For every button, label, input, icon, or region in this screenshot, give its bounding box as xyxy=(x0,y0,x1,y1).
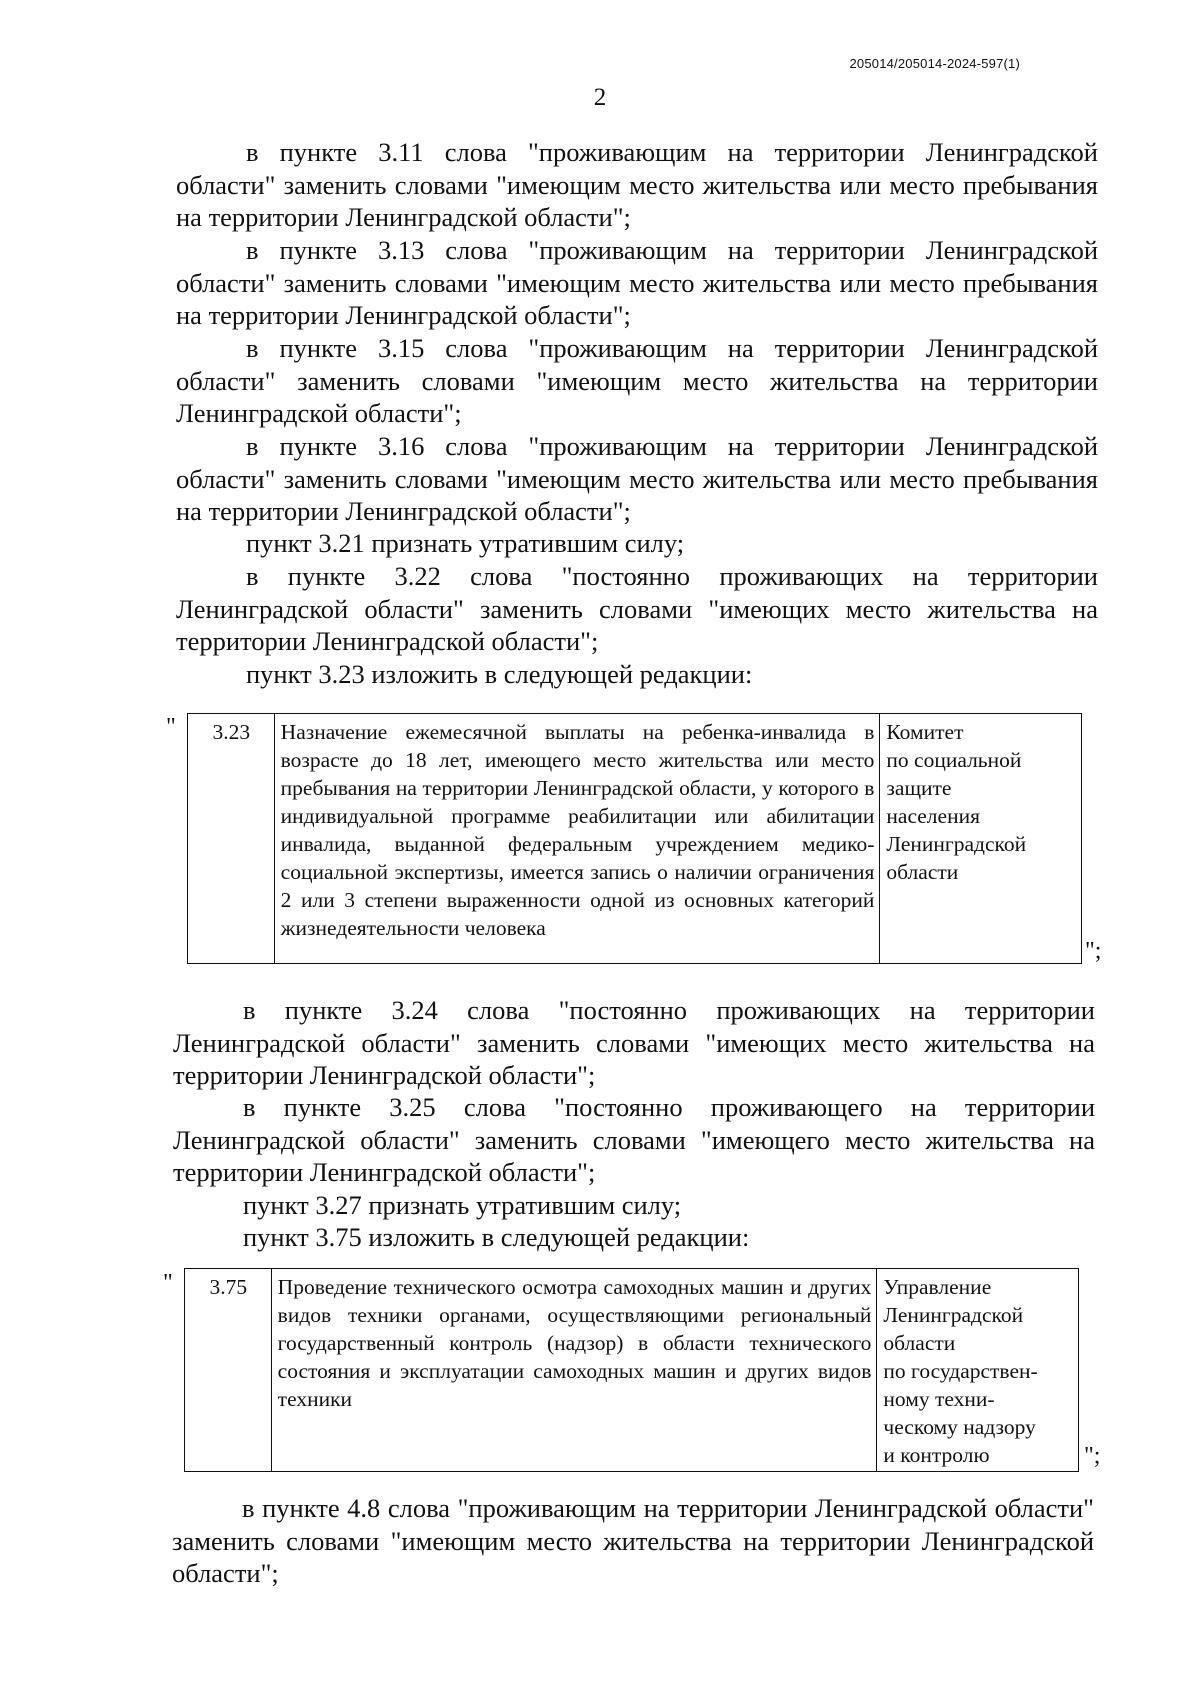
paragraph-4-8: в пункте 4.8 слова "проживающим на территории Ленинградской области" заменить словами "имеющим место жительства на территории Ленинградской области"; xyxy=(172,1493,1094,1588)
item-organization xyxy=(880,714,1082,964)
paragraph-3-21: пункт 3.21 признать утратившим силу; xyxy=(246,528,685,558)
paragraph-3-27: пункт 3.27 признать утратившим силу; xyxy=(243,1190,682,1220)
paragraph-3-23-intro: пункт 3.23 изложить в следующей редакции: xyxy=(246,659,753,689)
organization-line: и контролю xyxy=(883,1443,990,1467)
organization-line: ческому надзору xyxy=(883,1415,1036,1439)
table-3-75-open-quote: " xyxy=(163,1270,173,1296)
paragraph-3-75-intro: пункт 3.75 изложить в следующей редакции: xyxy=(243,1222,750,1252)
organization-line: Комитет xyxy=(886,720,964,744)
organization-line: Ленинградской xyxy=(883,1303,1024,1327)
item-number: 3.75 xyxy=(185,1269,272,1472)
item-description: Назначение ежемесячной выплаты на ребенка-инвалида в возрасте до 18 лет, имеющего место жительства или место пребывания на территории Ленинградской области, у которого в индивидуальной программе реабилитации или абилитации инвалида, выданной федеральным учреждением медико-социальной экспертизы, имеется запись о наличии ограничения 2 или 3 степени выраженности одной из основных категорий жизнедеятельности человека xyxy=(274,714,880,964)
table-3-23-open-quote: " xyxy=(166,714,176,740)
table-3-75-close-quote: "; xyxy=(1084,1443,1101,1469)
document-id: 205014/205014-2024-597(1) xyxy=(849,56,1020,71)
paragraph-3-11: в пункте 3.11 слова "проживающим на территории Ленинградской области" заменить словами "имеющим место жительства или место пребывания на территории Ленинградской области"; xyxy=(176,137,1098,232)
organization-line: Ленинградской xyxy=(886,832,1027,856)
paragraph-3-16: в пункте 3.16 слова "проживающим на территории Ленинградской области" заменить словами "имеющим место жительства или место пребывания на территории Ленинградской области"; xyxy=(176,431,1098,526)
organization-line: по государствен- xyxy=(883,1359,1038,1383)
item-organization xyxy=(877,1269,1079,1472)
organization-line: ному техни- xyxy=(883,1387,995,1411)
table-3-75 xyxy=(184,1268,1079,1472)
item-number: 3.23 xyxy=(188,714,275,964)
paragraph-3-13: в пункте 3.13 слова "проживающим на территории Ленинградской области" заменить словами "имеющим место жительства или место пребывания на территории Ленинградской области"; xyxy=(176,235,1098,330)
organization-line: области xyxy=(886,860,959,884)
paragraph-3-25: в пункте 3.25 слова "постоянно проживающего на территории Ленинградской области" заменить словами "имеющего место жительства на территории Ленинградской области"; xyxy=(173,1092,1095,1187)
item-description: Проведение технического осмотра самоходных машин и других видов техники органами, осуществляющими региональный государственный контроль (надзор) в области технического состояния и эксплуатации самоходных машин и других видов техники xyxy=(271,1269,877,1472)
organization-line: по социальной xyxy=(886,748,1022,772)
paragraph-3-24: в пункте 3.24 слова "постоянно проживающих на территории Ленинградской области" заменить словами "имеющих место жительства на территории Ленинградской области"; xyxy=(173,995,1095,1090)
paragraph-3-22: в пункте 3.22 слова "постоянно проживающих на территории Ленинградской области" заменить словами "имеющих место жительства на территории Ленинградской области"; xyxy=(176,561,1098,656)
table-3-23 xyxy=(187,713,1082,964)
table-3-23-close-quote: "; xyxy=(1085,938,1102,964)
organization-line: защите xyxy=(886,776,952,800)
organization-line: области xyxy=(883,1331,956,1355)
paragraph-3-15: в пункте 3.15 слова "проживающим на территории Ленинградской области" заменить словами "имеющим место жительства на территории Ленинградской области"; xyxy=(176,333,1098,428)
page-number: 2 xyxy=(593,84,607,111)
organization-line: населения xyxy=(886,804,980,828)
organization-line: Управление xyxy=(883,1275,992,1299)
